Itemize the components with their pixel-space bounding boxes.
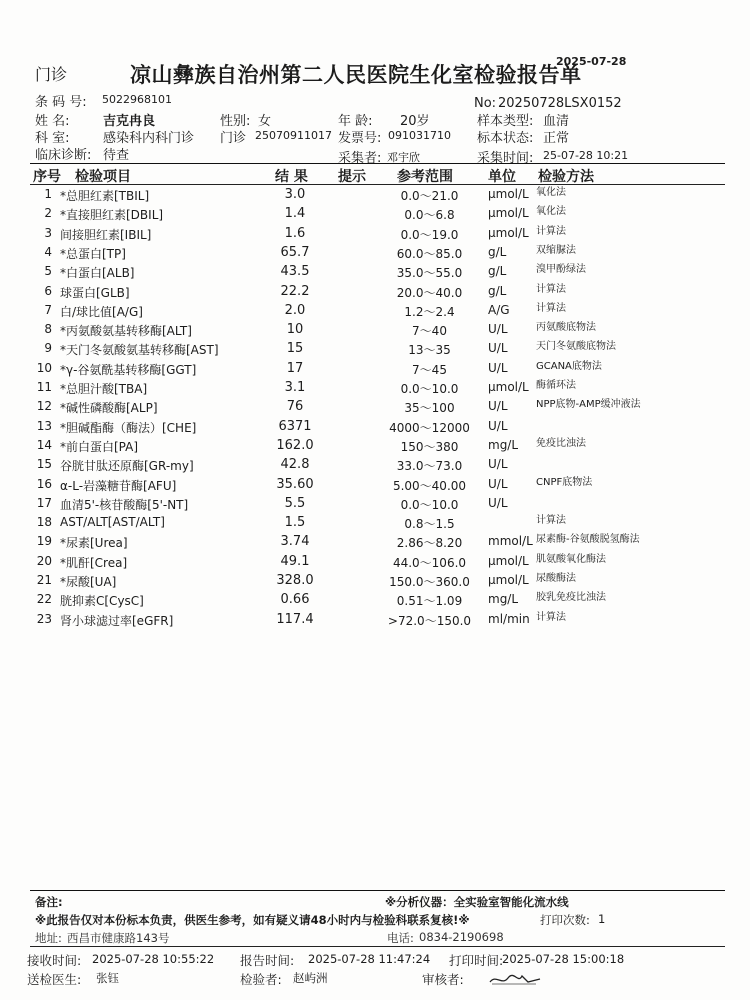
- dept: 感染科内科门诊: [103, 131, 195, 146]
- table-row: [0, 496, 750, 515]
- row-ref-range: 7～40: [412, 324, 447, 339]
- row-no: 18: [36, 515, 52, 530]
- row-result: 42.8: [280, 457, 310, 473]
- report-date-top: 2025-07-28: [556, 55, 627, 68]
- row-ref-range: 0.0～19.0: [400, 227, 459, 242]
- row-no: 22: [36, 592, 52, 607]
- clinic-no: 25070911017: [255, 129, 332, 142]
- row-unit: g/L: [488, 264, 507, 279]
- table-row: [0, 206, 750, 225]
- tester: 赵屿洲: [293, 971, 328, 985]
- table-row: [0, 284, 750, 303]
- barcode-value: 5022968101: [102, 93, 172, 106]
- row-item-name: *前白蛋白[PA]: [60, 439, 139, 454]
- row-result: 162.0: [276, 437, 314, 453]
- row-result: 35.60: [276, 476, 314, 492]
- row-method: 丙氨酸底物法: [536, 322, 596, 334]
- row-ref-range: 20.0～40.0: [396, 285, 463, 300]
- sample-status-label: 标本状态:: [477, 131, 534, 146]
- row-item-name: *丙氨酸氨基转移酶[ALT]: [60, 324, 192, 339]
- row-result: 65.7: [280, 244, 310, 260]
- sample-status: 正常: [543, 131, 570, 146]
- table-row: [0, 361, 750, 380]
- collector-label: 采集者:: [338, 151, 382, 166]
- row-item-name: *胆碱酯酶（酶法）[CHE]: [60, 420, 197, 435]
- row-no: 12: [36, 399, 52, 414]
- address-label: 地址:: [35, 931, 62, 945]
- row-no: 5: [44, 264, 52, 279]
- row-no: 15: [36, 457, 52, 472]
- row-method: 计算法: [536, 302, 566, 314]
- row-unit: mmol/L: [488, 534, 533, 549]
- row-item-name: *总胆红素[TBIL]: [60, 189, 150, 203]
- row-no: 3: [44, 225, 52, 240]
- table-row: [0, 399, 750, 418]
- row-result: 49.1: [280, 553, 310, 569]
- clinic-no-label: 门诊: [220, 131, 247, 146]
- invoice: 091031710: [388, 129, 451, 142]
- diagnosis: 待查: [103, 148, 130, 163]
- row-result: 0.66: [280, 592, 310, 608]
- table-row: [0, 187, 750, 206]
- row-result: 1.6: [284, 225, 306, 241]
- row-unit: U/L: [488, 341, 508, 356]
- row-no: 11: [36, 380, 52, 394]
- row-item-name: AST/ALT[AST/ALT]: [60, 515, 165, 530]
- table-row: [0, 534, 750, 553]
- row-unit: U/L: [488, 360, 508, 375]
- table-row: [0, 419, 750, 438]
- collector: 邓宇欣: [387, 151, 420, 164]
- row-method: 尿素酶-谷氨酸脱氢酶法: [536, 534, 640, 546]
- row-unit: A/G: [488, 302, 510, 317]
- row-no: 20: [36, 553, 52, 568]
- row-result: 22.2: [280, 283, 310, 299]
- table-row: [0, 573, 750, 592]
- print-count-label: 打印次数:: [540, 913, 590, 927]
- row-result: 1.4: [284, 206, 306, 222]
- row-unit: mg/L: [488, 437, 519, 452]
- row-no: 14: [36, 437, 52, 452]
- table-row: [0, 438, 750, 457]
- row-unit: μmol/L: [488, 187, 529, 201]
- report-no: 20250728LSX0152: [498, 96, 622, 111]
- row-ref-range: 5.00～40.00: [392, 478, 467, 493]
- age-label: 年 龄:: [338, 114, 373, 129]
- row-result: 3.1: [284, 380, 306, 395]
- row-no: 10: [36, 360, 52, 375]
- row-method: 计算法: [536, 611, 566, 623]
- doctor-label: 送检医生:: [27, 972, 82, 987]
- row-unit: U/L: [488, 418, 508, 433]
- invoice-label: 发票号:: [338, 131, 382, 146]
- disclaimer: ※此报告仅对本份标本负责，供医生参考，如有疑义请48小时内与检验科联系复核!※: [35, 913, 470, 927]
- table-row: [0, 554, 750, 573]
- row-unit: μmol/L: [488, 573, 529, 587]
- row-unit: μmol/L: [488, 553, 529, 568]
- row-method: 肌氨酸氧化酶法: [536, 553, 606, 565]
- row-unit: g/L: [488, 283, 507, 298]
- name-label: 姓 名:: [35, 114, 70, 129]
- row-item-name: *天门冬氨酸氨基转移酶[AST]: [60, 343, 219, 358]
- row-item-name: *总蛋白[TP]: [60, 246, 126, 261]
- row-method: 计算法: [536, 283, 566, 295]
- row-item-name: 谷胱甘肽还原酶[GR-my]: [60, 459, 194, 474]
- row-ref-range: 0.51～1.09: [396, 594, 463, 609]
- row-no: 17: [36, 495, 52, 510]
- row-result: 10: [286, 322, 304, 338]
- row-result: 43.5: [280, 264, 310, 280]
- tester-label: 检验者:: [240, 972, 282, 987]
- print-count: 1: [598, 912, 606, 926]
- sample-type: 血清: [543, 114, 570, 129]
- reviewer-label: 审核者:: [422, 972, 464, 987]
- row-result: 3.0: [284, 187, 306, 202]
- receive-time: 2025-07-28 10:55:22: [92, 952, 215, 966]
- row-ref-range: 7～45: [412, 362, 447, 377]
- row-no: 23: [36, 611, 52, 626]
- col-item-header: 检验项目: [75, 169, 131, 185]
- sex-label: 性别:: [220, 114, 251, 129]
- table-row: [0, 245, 750, 264]
- col-result-header: 结 果: [275, 169, 308, 185]
- diagnosis-label: 临床诊断:: [35, 148, 92, 163]
- sample-type-label: 样本类型:: [477, 114, 534, 129]
- col-ref-header: 参考范围: [397, 169, 453, 185]
- row-item-name: *尿素[Urea]: [60, 536, 128, 551]
- row-ref-range: 4000～12000: [389, 420, 470, 435]
- row-result: 2.0: [284, 302, 306, 318]
- row-item-name: *γ-谷氨酰基转移酶[GGT]: [60, 362, 197, 377]
- row-item-name: *总胆汁酸[TBA]: [60, 382, 148, 396]
- row-item-name: 间接胆红素[IBIL]: [60, 227, 152, 242]
- row-ref-range: 33.0～73.0: [396, 459, 463, 474]
- row-no: 2: [44, 206, 52, 221]
- header-divider-top: [30, 163, 725, 164]
- table-row: [0, 592, 750, 611]
- row-result: 3.74: [280, 534, 310, 550]
- report-time-label: 报告时间:: [240, 953, 295, 968]
- row-method: 尿酸酶法: [536, 573, 576, 584]
- reviewer-signature: [488, 970, 542, 988]
- phone-label: 电话:: [387, 931, 414, 945]
- report-time: 2025-07-28 11:47:24: [308, 952, 431, 966]
- table-row: [0, 322, 750, 341]
- table-row: [0, 264, 750, 283]
- row-method: 双缩脲法: [536, 244, 576, 256]
- footer-divider-top: [30, 890, 725, 891]
- table-row: [0, 303, 750, 322]
- row-result: 76: [286, 399, 304, 415]
- row-unit: U/L: [488, 495, 508, 510]
- row-method: GCANA底物法: [536, 360, 602, 372]
- row-item-name: 胱抑素C[CysC]: [60, 594, 144, 609]
- row-ref-range: 150.0～360.0: [389, 575, 470, 589]
- row-ref-range: 0.0～10.0: [400, 382, 459, 396]
- row-no: 6: [44, 283, 52, 298]
- row-unit: U/L: [488, 476, 508, 491]
- row-method: 酶循环法: [536, 380, 576, 391]
- doctor: 张钰: [96, 971, 119, 985]
- footer-divider-mid: [30, 946, 725, 947]
- row-unit: ml/min: [488, 611, 530, 626]
- row-ref-range: 60.0～85.0: [396, 246, 463, 261]
- row-method: CNPF底物法: [536, 476, 593, 488]
- table-row: [0, 341, 750, 360]
- row-no: 8: [44, 322, 52, 337]
- row-unit: U/L: [488, 457, 508, 472]
- row-item-name: *肌酐[Crea]: [60, 555, 128, 570]
- report-no-label: No:: [474, 96, 497, 111]
- row-item-name: *白蛋白[ALB]: [60, 266, 135, 281]
- row-item-name: 血清5'-核苷酸酶[5'-NT]: [60, 497, 189, 512]
- row-ref-range: 35～100: [404, 401, 455, 416]
- header-divider-bottom: [30, 184, 725, 185]
- row-unit: U/L: [488, 399, 508, 414]
- row-unit: mg/L: [488, 592, 519, 607]
- row-unit: μmol/L: [488, 380, 529, 394]
- patient-name: 吉克冉良: [103, 114, 156, 129]
- row-no: 7: [44, 302, 52, 317]
- row-ref-range: 0.0～6.8: [404, 208, 455, 223]
- row-ref-range: 2.86～8.20: [396, 536, 463, 551]
- row-item-name: *尿酸[UA]: [60, 575, 117, 589]
- row-no: 9: [44, 341, 52, 356]
- row-ref-range: 0.0～21.0: [400, 189, 459, 203]
- row-no: 4: [44, 244, 52, 259]
- row-ref-range: 0.0～10.0: [400, 497, 459, 512]
- row-ref-range: 13～35: [408, 343, 451, 358]
- remark-label: 备注:: [35, 895, 63, 909]
- row-no: 21: [36, 573, 52, 587]
- patient-sex: 女: [258, 114, 272, 129]
- row-result: 117.4: [276, 611, 314, 627]
- row-unit: g/L: [488, 244, 507, 259]
- row-method: 氧化法: [536, 187, 566, 198]
- col-unit-header: 单位: [488, 169, 516, 185]
- clinic-type: 门诊: [35, 65, 68, 84]
- row-unit: U/L: [488, 322, 508, 337]
- row-item-name: *直接胆红素[DBIL]: [60, 208, 164, 223]
- row-method: 天门冬氨酸底物法: [536, 341, 616, 353]
- col-no-header: 序号: [33, 169, 61, 185]
- collect-time: 25-07-28 10:21: [543, 149, 629, 162]
- phone: 0834-2190698: [419, 930, 504, 944]
- row-item-name: *碱性磷酸酶[ALP]: [60, 401, 158, 416]
- row-ref-range: 0.8～1.5: [404, 517, 455, 532]
- row-unit: μmol/L: [488, 225, 529, 240]
- row-ref-range: >72.0～150.0: [387, 613, 472, 628]
- print-time-label: 打印时间:: [449, 953, 504, 968]
- row-ref-range: 35.0～55.0: [396, 266, 463, 281]
- row-method: 计算法: [536, 515, 566, 527]
- table-row: [0, 457, 750, 476]
- print-time: 2025-07-28 15:00:18: [502, 952, 625, 966]
- row-no: 1: [44, 187, 52, 201]
- row-method: 氧化法: [536, 206, 566, 218]
- analyzer: ※分析仪器：全实验室智能化流水线: [385, 895, 569, 909]
- report-title: 凉山彝族自治州第二人民医院生化室检验报告单: [130, 63, 582, 87]
- table-row: [0, 515, 750, 534]
- row-item-name: 肾小球滤过率[eGFR]: [60, 613, 174, 628]
- row-result: 1.5: [284, 515, 306, 531]
- row-method: 溴甲酚绿法: [536, 264, 586, 276]
- row-result: 15: [286, 341, 304, 357]
- row-item-name: α-L-岩藻糖苷酶[AFU]: [60, 478, 177, 493]
- row-item-name: 球蛋白[GLB]: [60, 285, 130, 300]
- table-row: [0, 477, 750, 496]
- row-result: 5.5: [284, 495, 306, 511]
- row-result: 328.0: [276, 573, 314, 588]
- col-hint-header: 提示: [338, 169, 366, 185]
- table-row: [0, 612, 750, 631]
- dept-label: 科 室:: [35, 131, 70, 146]
- row-ref-range: 150～380: [400, 439, 459, 454]
- row-item-name: 白/球比值[A/G]: [60, 304, 143, 319]
- row-result: 6371: [278, 418, 312, 434]
- patient-age: 20岁: [400, 114, 430, 129]
- col-method-header: 检验方法: [538, 169, 594, 185]
- table-row: [0, 226, 750, 245]
- address: 西昌市健康路143号: [67, 931, 170, 945]
- row-ref-range: 1.2～2.4: [404, 304, 455, 319]
- row-method: 计算法: [536, 225, 566, 237]
- row-no: 19: [36, 534, 52, 549]
- row-result: 17: [286, 360, 304, 376]
- barcode-label: 条 码 号:: [35, 95, 87, 110]
- row-unit: μmol/L: [488, 206, 529, 221]
- receive-label: 接收时间:: [27, 953, 82, 968]
- row-no: 13: [36, 418, 52, 433]
- row-ref-range: 44.0～106.0: [392, 555, 467, 570]
- row-method: 胶乳免疫比浊法: [536, 592, 606, 604]
- collect-time-label: 采集时间:: [477, 151, 534, 166]
- row-no: 16: [36, 476, 52, 491]
- row-method: 免疫比浊法: [536, 437, 586, 449]
- table-row: [0, 380, 750, 399]
- row-method: NPP底物-AMP缓冲液法: [536, 399, 641, 411]
